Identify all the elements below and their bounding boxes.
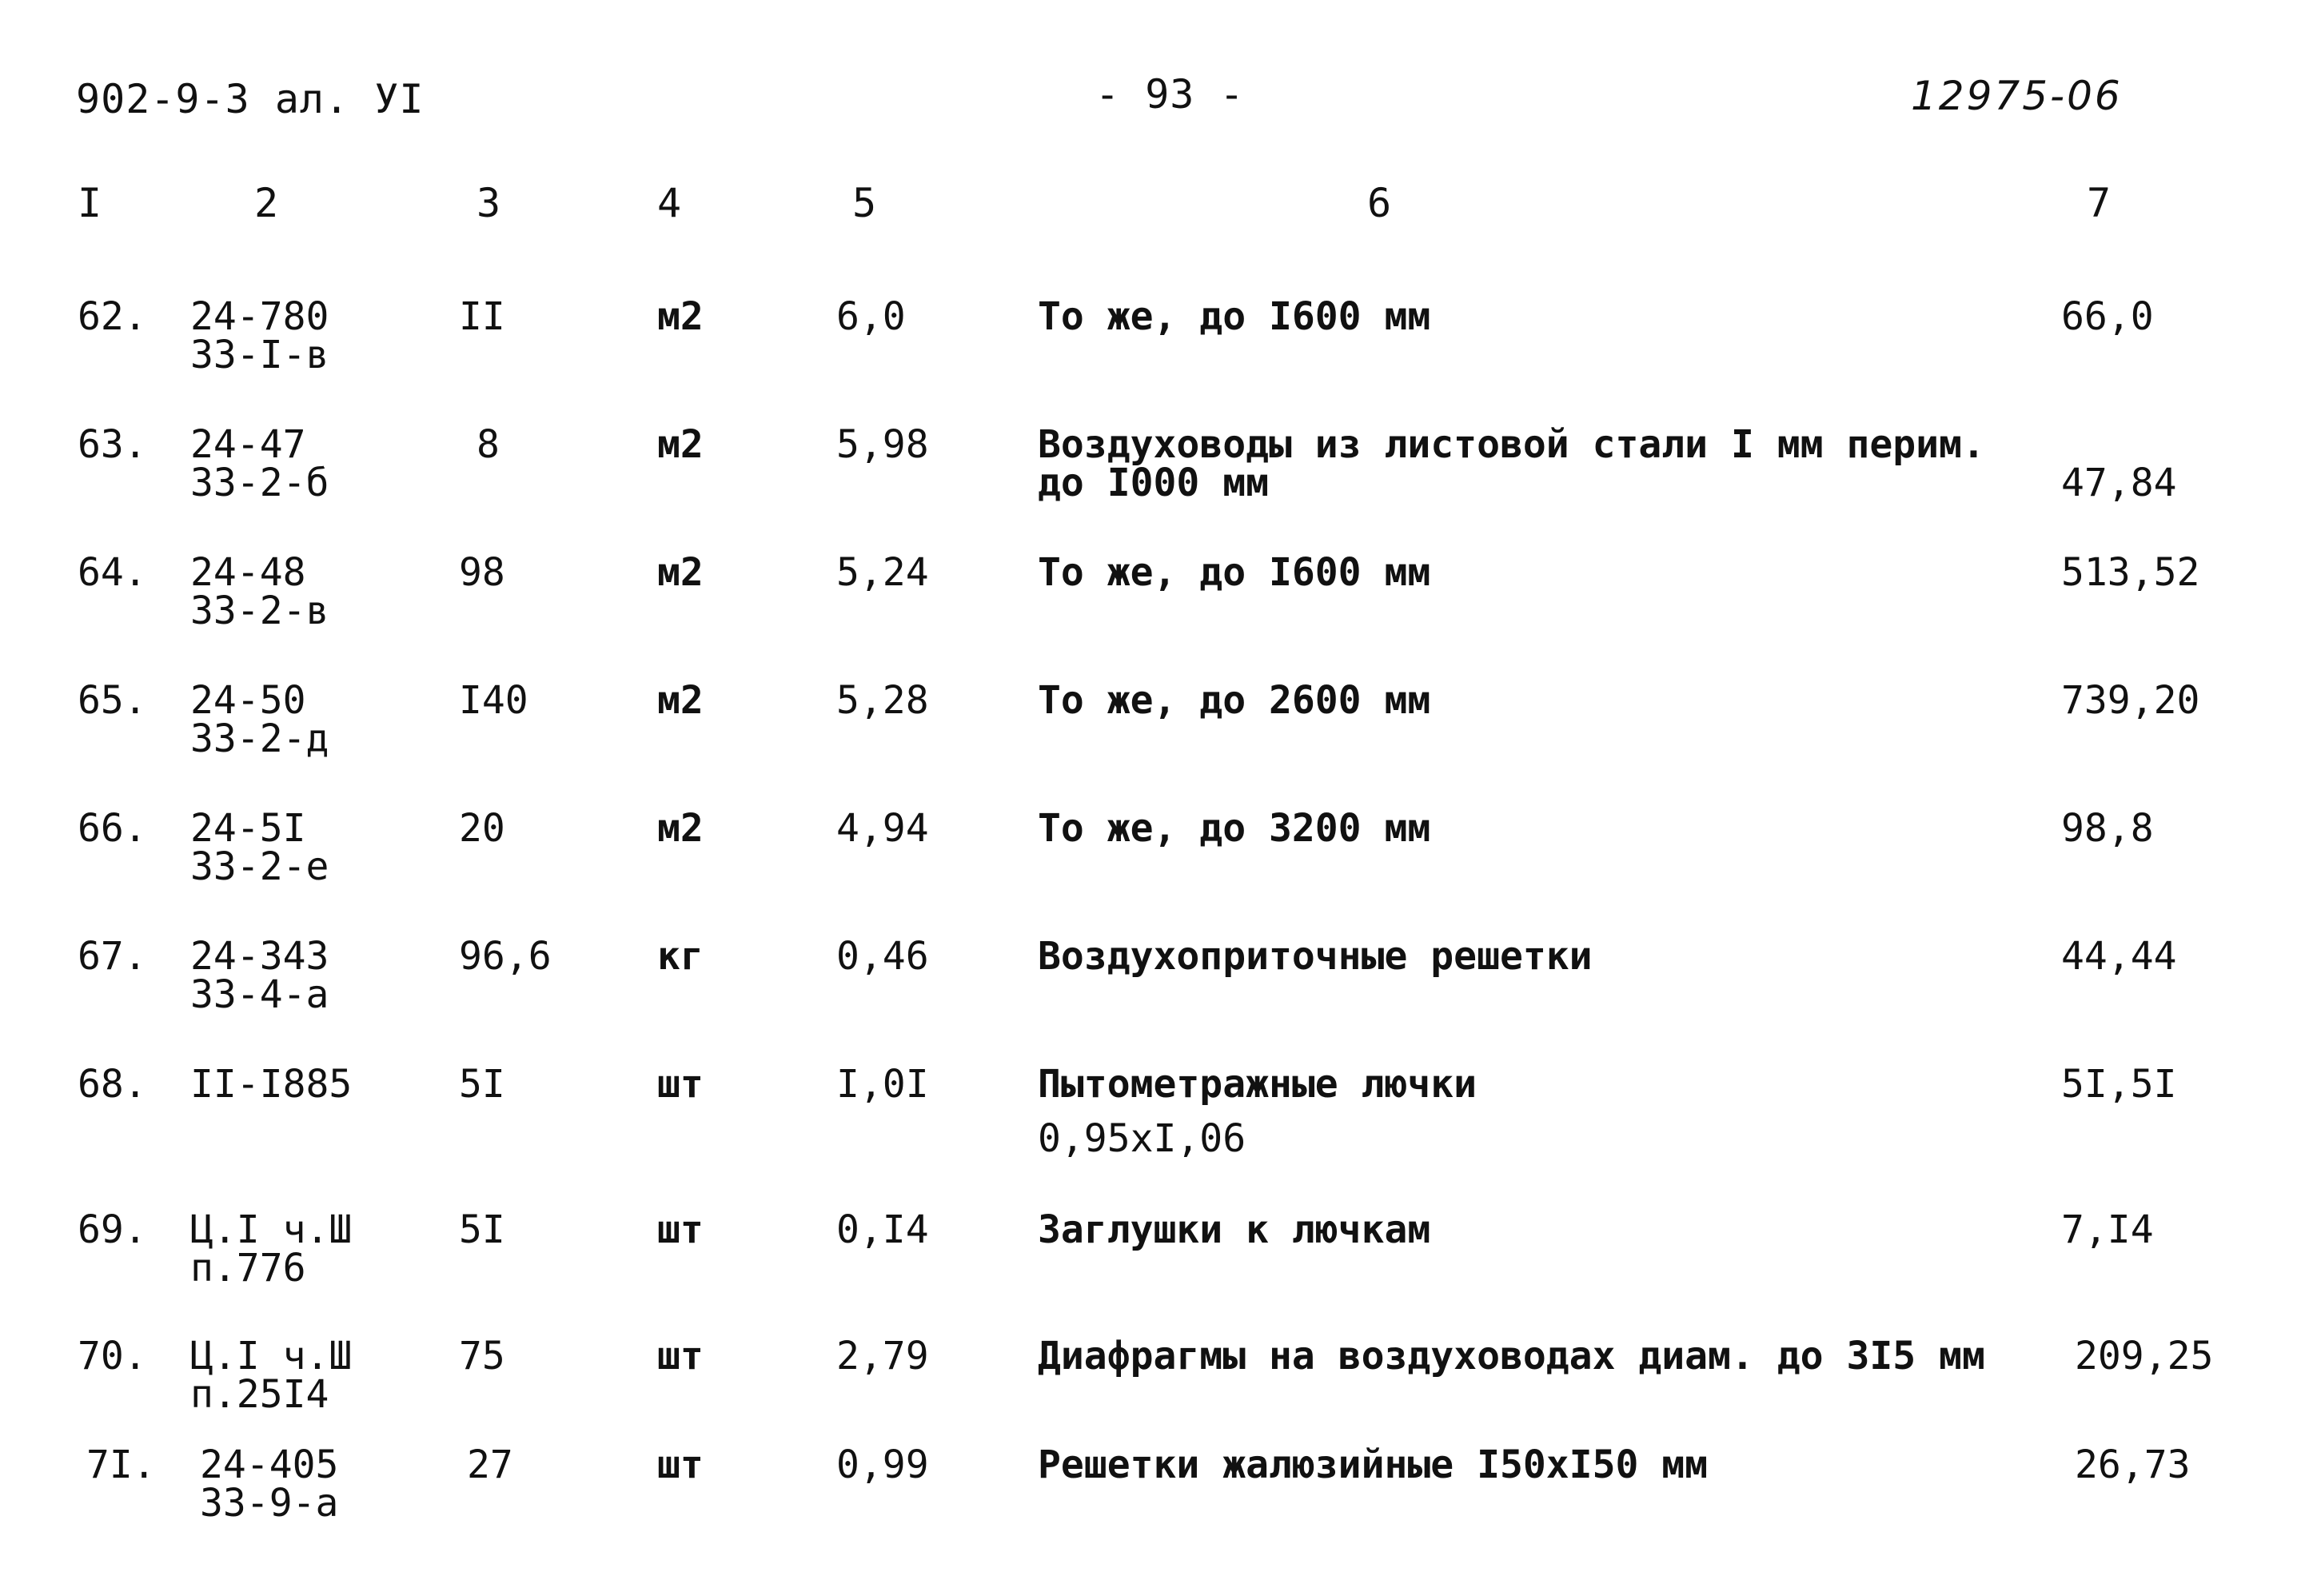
description-line1: Пытометражные лючки — [1038, 1062, 1478, 1107]
unit: м2 — [657, 678, 704, 723]
quantity: 75 — [459, 1334, 505, 1379]
table-row — [0, 934, 2313, 1057]
rate-code-line2: 33-2-б — [190, 461, 329, 505]
unit-price: 5,28 — [836, 678, 929, 723]
unit: шт — [657, 1207, 704, 1252]
column-number-6: 6 — [1367, 180, 1392, 226]
description — [1038, 1062, 1478, 1161]
description-line1: То же, до 2600 мм — [1038, 678, 1431, 723]
table-row — [0, 1442, 2313, 1566]
unit: м2 — [657, 550, 704, 595]
unit-price: 0,I4 — [836, 1207, 929, 1252]
table-row — [0, 1207, 2313, 1331]
column-number-7: 7 — [2087, 180, 2112, 226]
rate-code — [190, 1334, 353, 1417]
rate-code-line2: 33-4-а — [190, 972, 329, 1017]
unit-price: 0,46 — [836, 934, 929, 979]
rate-code-line1: 24-5I — [190, 806, 306, 851]
unit: шт — [657, 1442, 704, 1487]
description — [1038, 934, 1593, 979]
description — [1038, 1442, 1709, 1487]
description-line1: Заглушки к лючкам — [1038, 1207, 1431, 1252]
unit-price: 6,0 — [836, 294, 906, 339]
total: 98,8 — [2061, 806, 2154, 851]
row-number: 68. — [78, 1062, 147, 1107]
description-line1: Решетки жалюзийные I50хI50 мм — [1038, 1442, 1709, 1487]
rate-code — [190, 806, 329, 889]
quantity: 20 — [459, 806, 505, 851]
rate-code — [190, 678, 329, 761]
quantity: 8 — [477, 422, 500, 467]
page-number: - 93 - — [1095, 71, 1245, 118]
description — [1038, 1334, 1985, 1379]
table-row — [0, 806, 2313, 929]
rate-code — [190, 1207, 353, 1291]
description — [1038, 1207, 1431, 1252]
rate-code-line1: 24-47 — [190, 422, 306, 467]
column-number-2: 2 — [254, 180, 279, 226]
unit-price: 4,94 — [836, 806, 929, 851]
description — [1038, 294, 1431, 339]
unit-price: 2,79 — [836, 1334, 929, 1379]
description-line1: Воздухоприточные решетки — [1038, 934, 1593, 979]
column-number-4: 4 — [657, 180, 682, 226]
rate-code — [190, 934, 329, 1017]
table-row — [0, 550, 2313, 673]
total: 7,I4 — [2061, 1207, 2154, 1252]
rate-code — [200, 1442, 339, 1526]
quantity: 5I — [459, 1062, 505, 1107]
unit: м2 — [657, 806, 704, 851]
description-line1: Воздуховоды из листовой стали I мм перим. — [1038, 422, 1985, 467]
description — [1038, 550, 1431, 595]
total: 44,44 — [2061, 934, 2177, 979]
row-number: 62. — [78, 294, 147, 339]
row-number: 64. — [78, 550, 147, 595]
unit: шт — [657, 1062, 704, 1107]
table-row — [0, 1334, 2313, 1457]
unit-price: 5,24 — [836, 550, 929, 595]
rate-code — [190, 1062, 353, 1107]
rate-code-line2: 33-2-д — [190, 716, 329, 761]
rate-code-line2: 33-I-в — [190, 333, 329, 377]
table-row — [0, 678, 2313, 801]
row-number: 70. — [78, 1334, 147, 1379]
column-number-5: 5 — [852, 180, 877, 226]
row-number: 63. — [78, 422, 147, 467]
description-line1: То же, до I600 мм — [1038, 550, 1431, 595]
description-line2: 0,95хI,06 — [1038, 1116, 1246, 1161]
table-row — [0, 1062, 2313, 1185]
table-row — [0, 294, 2313, 417]
rate-code — [190, 422, 329, 505]
rate-code-line2: п.776 — [190, 1246, 306, 1291]
rate-code-line1: Ц.I ч.Ш — [190, 1207, 353, 1252]
description-line1: Диафрагмы на воздуховодах диам. до 3I5 мм — [1038, 1334, 1985, 1379]
description-line1: То же, до 3200 мм — [1038, 806, 1431, 851]
quantity: 27 — [467, 1442, 513, 1487]
rate-code — [190, 294, 329, 377]
description — [1038, 806, 1431, 851]
row-number: 7I. — [86, 1442, 156, 1487]
unit: кг — [657, 934, 704, 979]
unit: м2 — [657, 294, 704, 339]
description-line1: То же, до I600 мм — [1038, 294, 1431, 339]
row-number: 65. — [78, 678, 147, 723]
rate-code-line2: п.25I4 — [190, 1372, 329, 1417]
row-number: 67. — [78, 934, 147, 979]
row-number: 69. — [78, 1207, 147, 1252]
column-number-3: 3 — [477, 180, 501, 226]
description-line2: до I000 мм — [1038, 461, 1269, 505]
unit-price: 0,99 — [836, 1442, 929, 1487]
unit: шт — [657, 1334, 704, 1379]
rate-code-line1: II-I885 — [190, 1062, 353, 1107]
document-number: 12975-06 — [1911, 73, 2123, 119]
rate-code-line1: Ц.I ч.Ш — [190, 1334, 353, 1379]
rate-code-line2: 33-2-в — [190, 589, 329, 633]
total: 209,25 — [2075, 1334, 2214, 1379]
rate-code-line2: 33-9-а — [200, 1481, 339, 1526]
description — [1038, 422, 1985, 505]
total: 739,20 — [2061, 678, 2200, 723]
quantity: 98 — [459, 550, 505, 595]
unit-price: I,0I — [836, 1062, 929, 1107]
total: 513,52 — [2061, 550, 2200, 595]
table-row — [0, 422, 2313, 545]
quantity: II — [459, 294, 505, 339]
rate-code — [190, 550, 329, 633]
unit: м2 — [657, 422, 704, 467]
column-number-1: I — [78, 180, 102, 226]
quantity: 96,6 — [459, 934, 552, 979]
quantity: I40 — [459, 678, 528, 723]
total: 47,84 — [2061, 461, 2177, 505]
rate-code-line1: 24-780 — [190, 294, 329, 339]
rate-code-line1: 24-405 — [200, 1442, 339, 1487]
rate-code-line2: 33-2-е — [190, 844, 329, 889]
rate-code-line1: 24-343 — [190, 934, 329, 979]
total: 26,73 — [2075, 1442, 2191, 1487]
quantity: 5I — [459, 1207, 505, 1252]
total: 66,0 — [2061, 294, 2154, 339]
total: 5I,5I — [2061, 1062, 2177, 1107]
unit-price: 5,98 — [836, 422, 929, 467]
description — [1038, 678, 1431, 723]
project-code: 902-9-3 ал. УI — [76, 76, 425, 122]
rate-code-line1: 24-48 — [190, 550, 306, 595]
row-number: 66. — [78, 806, 147, 851]
rate-code-line1: 24-50 — [190, 678, 306, 723]
